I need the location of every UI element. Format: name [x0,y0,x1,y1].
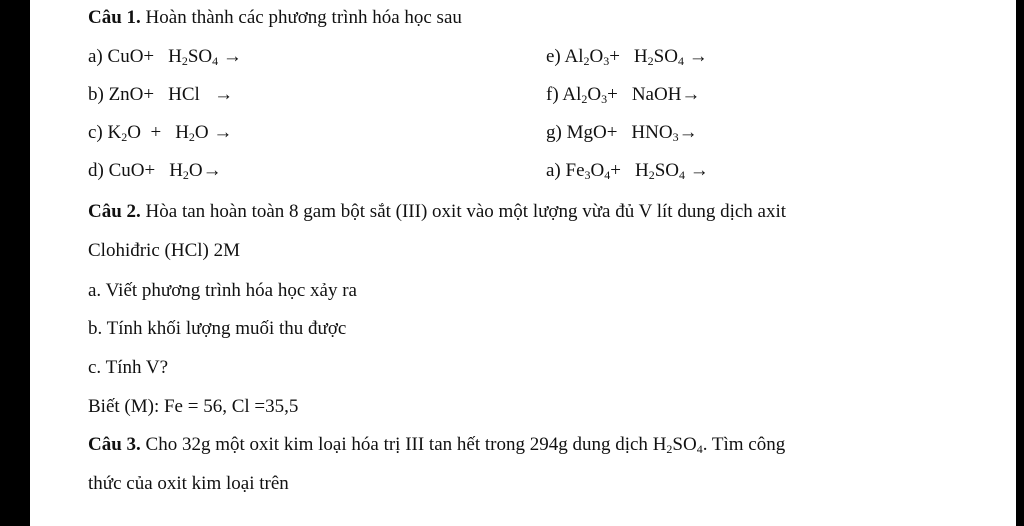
eq-subscript: 2 [581,92,588,106]
eq-subscript: 2 [181,54,188,68]
q3-formula-so: SO [672,434,697,455]
equation-h [546,160,709,182]
q3-text1a: Cho 32g một oxit kim loại hóa trị III tan hết trong 294g dung dịch [140,434,653,455]
q3-text1b: . Tìm công [702,434,786,455]
q1-heading [88,7,462,29]
eq-subscript: 2 [647,54,654,68]
eq-subscript: 3 [584,168,591,182]
q2-part-c: c. Tính V? [88,357,169,378]
q2-given: Biết (M): Fe = 56, Cl =35,5 [88,396,299,417]
eq-term: Al [564,46,584,67]
eq-arrow: → [218,46,242,67]
eq-term: K [107,122,122,143]
eq-arrow: → [685,160,709,181]
q3-formula-h: H [652,434,667,455]
q2-label: Câu 2. [88,201,141,222]
eq-term: + [609,46,620,67]
eq-subscript: 2 [648,168,655,182]
q3-line1 [88,434,785,456]
eq-term: + [610,160,621,181]
eq-arrow: O → [194,122,233,143]
eq-term: H [633,46,648,67]
equation-f [546,84,700,106]
eq-term: O + [127,122,162,143]
eq-term: HCl [168,84,200,105]
eq-subscript: 3 [601,92,608,106]
eq-subscript: 2 [182,168,189,182]
equation-d [88,160,222,182]
eq-term: H [168,46,182,67]
q3-line2: thức của oxit kim loại trên [88,473,289,494]
eq-prefix: a) [88,46,108,67]
eq-arrow: → [683,46,708,67]
q2-text1: Hòa tan hoàn toàn 8 gam bột sắt (III) oxit vào một lượng vừa đủ V lít dung dịch axit [140,201,787,222]
eq-prefix: g) [546,122,567,143]
equation-e [546,46,708,68]
eq-arrow: → [199,84,234,105]
eq-subscript: 4 [212,54,219,68]
q3-label: Câu 3. [88,434,141,455]
eq-subscript: 4 [679,168,685,182]
eq-prefix: d) [88,160,109,181]
eq-term: CuO+ [107,46,155,67]
eq-prefix: c) [88,122,108,143]
eq-arrow: → [678,122,698,143]
q3-formula-sub4: 4 [696,442,703,456]
eq-term: HNO [631,122,673,143]
eq-prefix: a) [546,160,566,181]
eq-subscript: 4 [604,168,611,182]
eq-term: SO [187,46,213,67]
eq-term: H [169,160,183,181]
eq-term: H [634,160,649,181]
eq-term: MgO+ [566,122,618,143]
eq-term: Fe [565,160,585,181]
q2-part-b: b. Tính khối lượng muối thu được [88,318,347,339]
equation-c [88,122,232,144]
eq-subscript: 4 [677,54,684,68]
eq-term: ZnO+ [108,84,155,105]
eq-prefix: f) [546,84,563,105]
eq-arrow: O→ [188,160,222,181]
q1-label: Câu 1. [88,7,141,28]
equation-b [88,84,233,106]
q2-line2: Clohiđric (HCl) 2M [88,240,240,261]
eq-term: Al [562,84,582,105]
eq-subscript: 2 [583,54,590,68]
equation-a [88,46,242,68]
eq-subscript: 2 [188,130,195,144]
eq-subscript: 3 [603,54,610,68]
q2-line1 [88,201,786,223]
eq-term: O [587,84,602,105]
eq-term: O [590,160,605,181]
eq-arrow: NaOH→ [631,84,701,105]
eq-term: SO [654,160,679,181]
eq-term: SO [653,46,678,67]
equation-g [546,122,698,144]
q2-part-a: a. Viết phương trình hóa học xảy ra [88,280,357,301]
q1-text: Hoàn thành các phương trình hóa học sau [140,7,462,28]
eq-subscript: 2 [121,130,128,144]
eq-term: + [607,84,618,105]
eq-term: H [175,122,189,143]
eq-term: CuO+ [108,160,156,181]
eq-term: O [589,46,604,67]
eq-prefix: b) [88,84,109,105]
q3-formula-sub2: 2 [666,442,673,456]
eq-subscript: 3 [672,130,679,144]
document-page [30,0,1016,526]
eq-prefix: e) [546,46,565,67]
